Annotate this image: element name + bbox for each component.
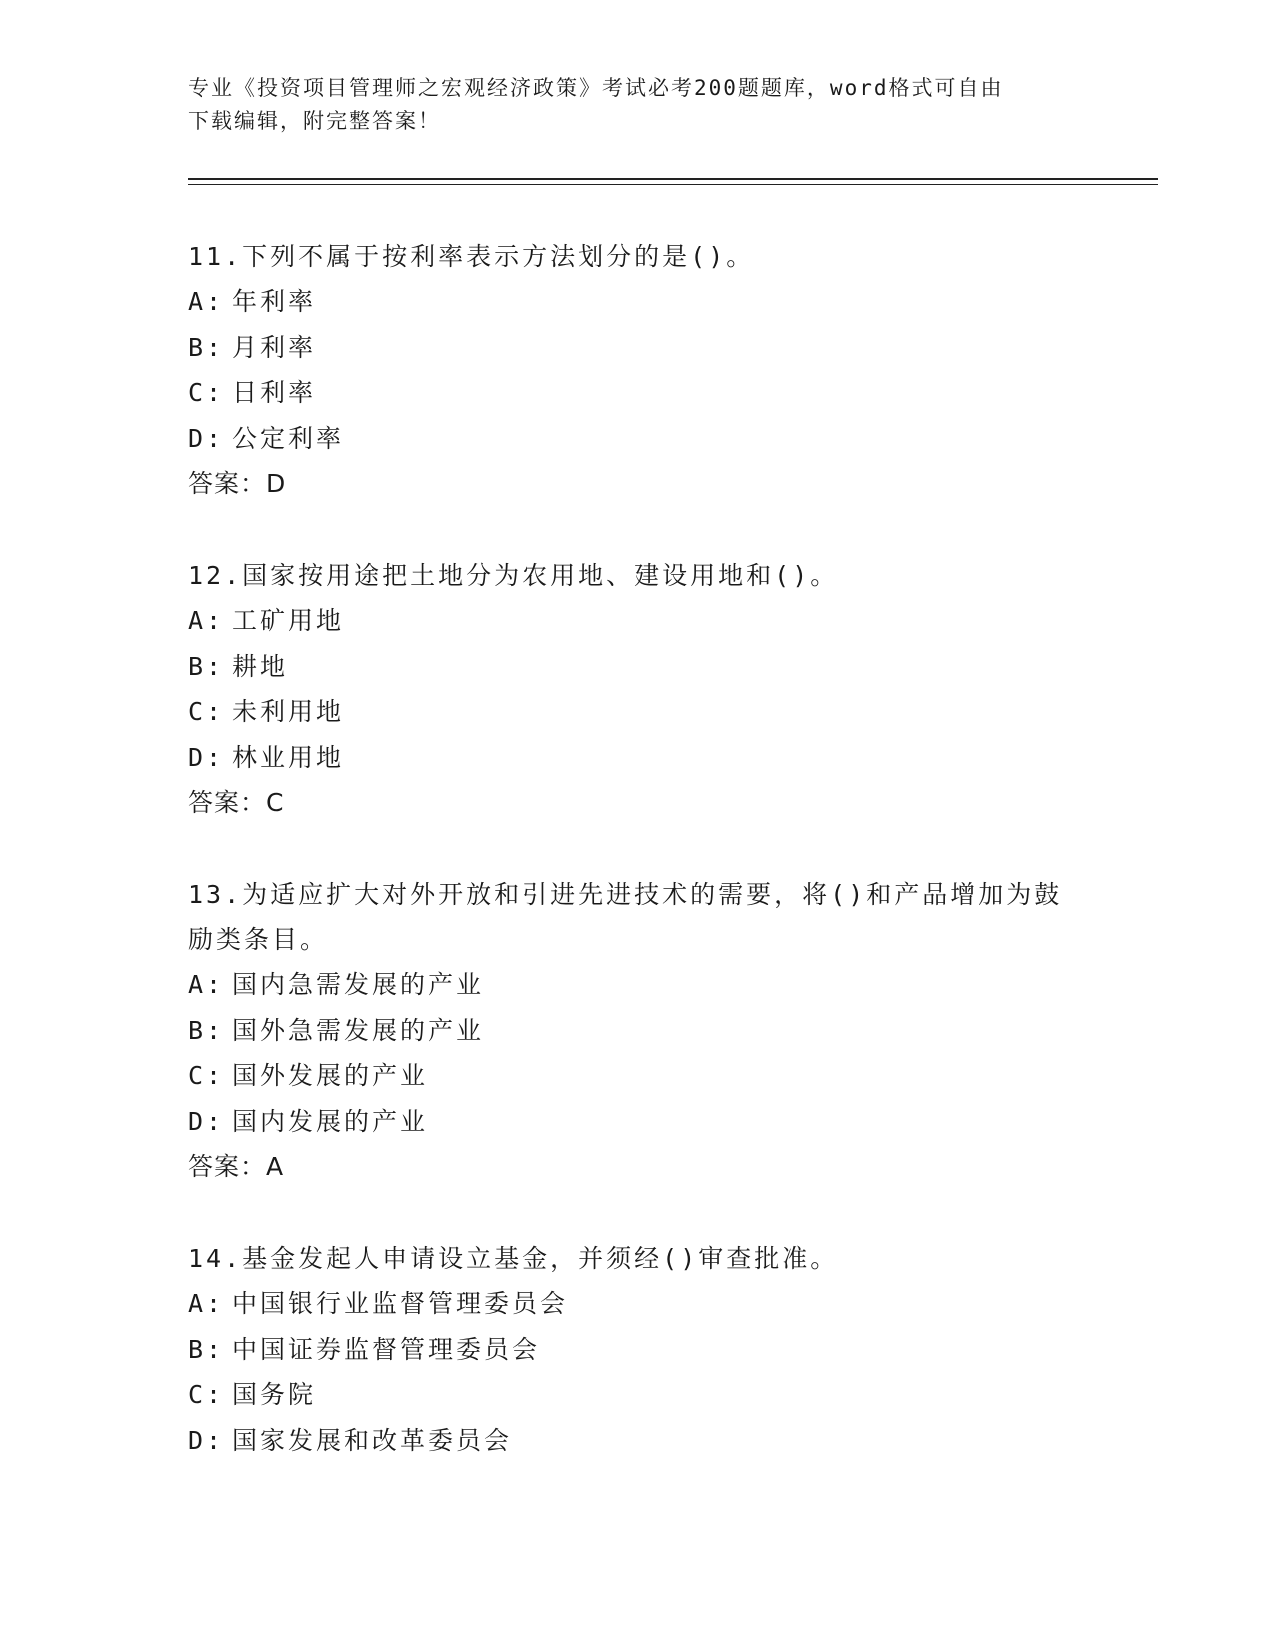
option-text: 中国证券监督管理委员会 [232,1334,541,1364]
option-d [188,735,1088,781]
option-letter: C: [188,1380,225,1409]
option-b [188,644,1088,690]
option-letter: A: [188,606,225,635]
option-text: 国务院 [232,1380,317,1409]
header-line-2: 下载编辑，附完整答案！ [188,109,441,133]
option-text: 公定利率 [232,423,345,453]
option-text: 月利率 [232,332,317,362]
option-b [188,325,1088,371]
option-text: 国内急需发展的产业 [232,970,485,999]
option-d [188,1099,1088,1145]
option-letter: A: [188,287,225,316]
question-text: 12.国家按用途把土地分为农用地、建设用地和()。 [188,561,839,590]
question-text: 11.下列不属于按利率表示方法划分的是()。 [188,242,755,271]
option-text: 日利率 [232,378,317,407]
option-d [188,1418,1088,1464]
question-14 [188,1236,1088,1463]
option-a [188,1281,1088,1327]
header-divider-thin [188,184,1158,185]
option-text: 未利用地 [232,697,345,726]
option-letter: B: [188,1015,225,1045]
option-text: 国内发展的产业 [232,1106,429,1136]
option-text: 林业用地 [232,742,345,772]
option-letter: D: [188,1425,225,1455]
option-letter: D: [188,1106,225,1136]
answer-line: 答案：A [188,1152,285,1181]
option-c [188,370,1088,416]
option-a [188,962,1088,1008]
question-12 [188,553,1088,825]
answer-line: 答案：D [188,469,287,498]
header-line-1: 专业《投资项目管理师之宏观经济政策》考试必考200题题库，word格式可自由 [188,76,1004,100]
option-text: 国外发展的产业 [232,1061,429,1090]
document-header [188,72,1068,138]
option-text: 中国银行业监督管理委员会 [232,1289,569,1318]
option-text: 国家发展和改革委员会 [232,1425,513,1455]
option-letter: A: [188,970,225,999]
option-text: 工矿用地 [232,606,345,635]
answer-line: 答案：C [188,788,285,817]
question-13 [188,872,1088,1189]
option-letter: C: [188,378,225,407]
option-a [188,598,1088,644]
question-11 [188,234,1088,506]
option-letter: B: [188,332,225,362]
option-d [188,416,1088,462]
option-c [188,689,1088,735]
option-letter: A: [188,1289,225,1318]
option-letter: B: [188,1334,225,1364]
option-letter: D: [188,423,225,453]
question-text: 14.基金发起人申请设立基金，并须经()审查批准。 [188,1244,839,1273]
option-c [188,1372,1088,1418]
header-divider-thick [188,178,1158,180]
option-c [188,1053,1088,1099]
option-b [188,1008,1088,1054]
question-list [188,234,1088,1510]
option-b [188,1327,1088,1373]
option-letter: B: [188,651,225,681]
question-text: 13.为适应扩大对外开放和引进先进技术的需要，将()和产品增加为鼓励类条目。 [188,880,1063,954]
option-letter: C: [188,697,225,726]
option-letter: D: [188,742,225,772]
option-a [188,279,1088,325]
option-text: 年利率 [232,287,317,316]
option-text: 国外急需发展的产业 [232,1015,485,1045]
option-text: 耕地 [232,651,289,681]
option-letter: C: [188,1061,225,1090]
